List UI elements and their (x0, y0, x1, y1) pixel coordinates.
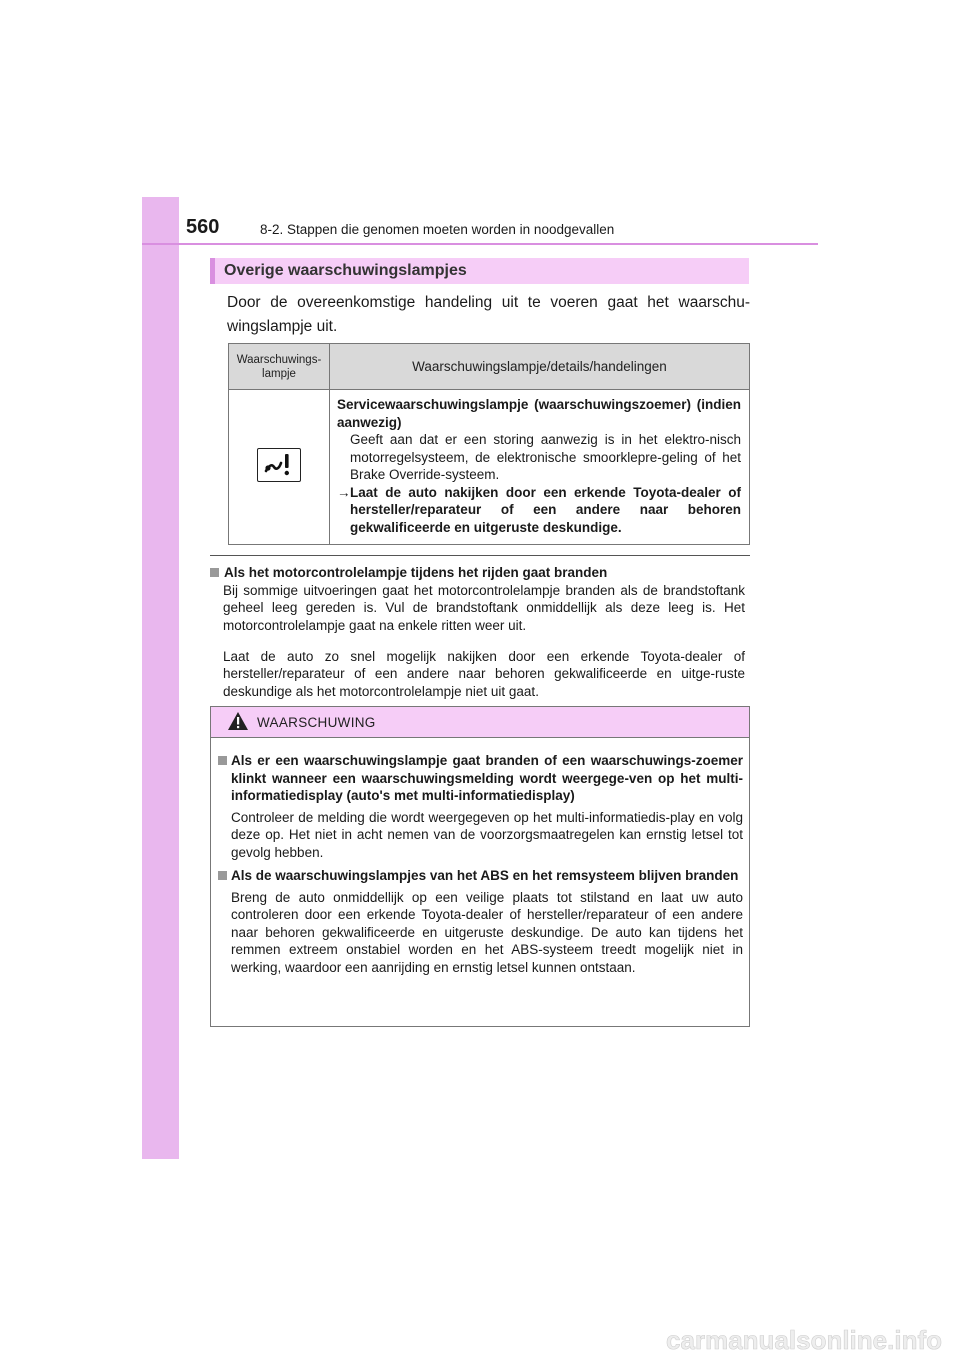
lamp-description: Geeft aan dat er een storing aanwezig is in het elektro-nisch motorregelsysteem, de elektronische smoorklepre-geling of het Brake Override-systeem. (350, 432, 741, 482)
section-divider (210, 555, 750, 556)
lamp-action (337, 484, 741, 537)
chapter-title: 8-2. Stappen die genomen moeten worden in noodgevallen (260, 222, 615, 237)
arrow-icon: → (337, 484, 351, 500)
warning-item (218, 752, 743, 861)
chapter-side-tab (142, 197, 179, 1159)
bullet-square-icon (218, 871, 227, 880)
warning-box (210, 706, 750, 1027)
header-divider (142, 243, 818, 245)
warning-triangle-icon (227, 711, 249, 731)
table-header-details: Waarschuwingslampje/details/handelingen (330, 344, 750, 390)
warning-item-heading-text: Als de waarschuwingslampjes van het ABS en het remsysteem blijven branden (231, 868, 739, 883)
warning-header (211, 707, 749, 738)
section-heading: Overige waarschuwingslampjes (210, 258, 749, 284)
warning-lamp-table (228, 343, 750, 545)
note-heading (210, 564, 745, 582)
intro-text: Door de overeenkomstige handeling uit te voeren gaat het waarschu-wingslampje uit. (227, 294, 750, 335)
warning-item-heading (218, 752, 743, 805)
lamp-title: Servicewaarschuwingslampje (waarschuwingszoemer) (indien aanwezig) (337, 397, 741, 430)
warning-body (211, 738, 749, 976)
note-section (210, 564, 745, 714)
warning-item-heading (218, 867, 743, 885)
warning-label: WAARSCHUWING (257, 715, 376, 730)
note-paragraph: Laat de auto zo snel mogelijk nakijken door een erkende Toyota-dealer of hersteller/reparateur of een andere naar behoren gekwalificeerde en uitge-ruste deskundige als het motorcontrolelampje niet uit gaat. (223, 648, 745, 699)
warning-item-text: Breng de auto onmiddellijk op een veilige plaats tot stilstand en laat uw auto controleren door een erkende Toyota-dealer of hersteller/reparateur of een andere naar behoren gekwalificeerde en uitgeruste deskundige. De auto kan tijdens het remmen extreem onstabiel worden en het ABS-systeem treedt mogelijk niet in werking, waardoor een aanrijding en ernstig letsel kunnen ontstaan. (231, 889, 743, 975)
note-paragraph: Bij sommige uitvoeringen gaat het motorcontrolelampje branden als de brandstoftank geheel leeg gereden is. Vul de brandstoftank onmiddellijk als deze leeg is. Het motorcontrolelampje gaat na enkele ritten weer uit. (223, 582, 745, 633)
table-header-row (229, 344, 750, 390)
lamp-action-text: Laat de auto nakijken door een erkende Toyota-dealer of hersteller/reparateur of een andere naar behoren gekwalificeerde en uitgeruste deskundige. (350, 484, 741, 535)
note-heading-text: Als het motorcontrolelampje tijdens het rijden gaat branden (224, 565, 608, 580)
watermark-text: carmanualsonline.info (666, 1325, 942, 1355)
table-row (229, 390, 750, 545)
footer-watermark (0, 1318, 960, 1358)
lamp-icon-cell (229, 390, 330, 545)
warning-item (218, 867, 743, 976)
page-number: 560 (186, 216, 220, 238)
bullet-square-icon (218, 756, 227, 765)
warning-item-heading-text: Als er een waarschuwingslampje gaat branden of een waarschuwings-zoemer klinkt wanneer een waarschuwingsmelding wordt weergege-ven op het multi-informatiedisplay (auto's met multi-informatiedisplay) (231, 753, 743, 803)
table-header-lamp: Waarschuwings-lampje (229, 344, 330, 390)
warning-item-text: Controleer de melding die wordt weergegeven op het multi-informatiedis-play en volg deze op. Het niet in acht nemen van de voorzorgsmaatregelen kan ernstig letsel tot gevolg hebben. (231, 809, 743, 860)
service-warning-icon (257, 448, 301, 482)
bullet-square-icon (210, 568, 219, 577)
lamp-details-cell (330, 390, 750, 545)
